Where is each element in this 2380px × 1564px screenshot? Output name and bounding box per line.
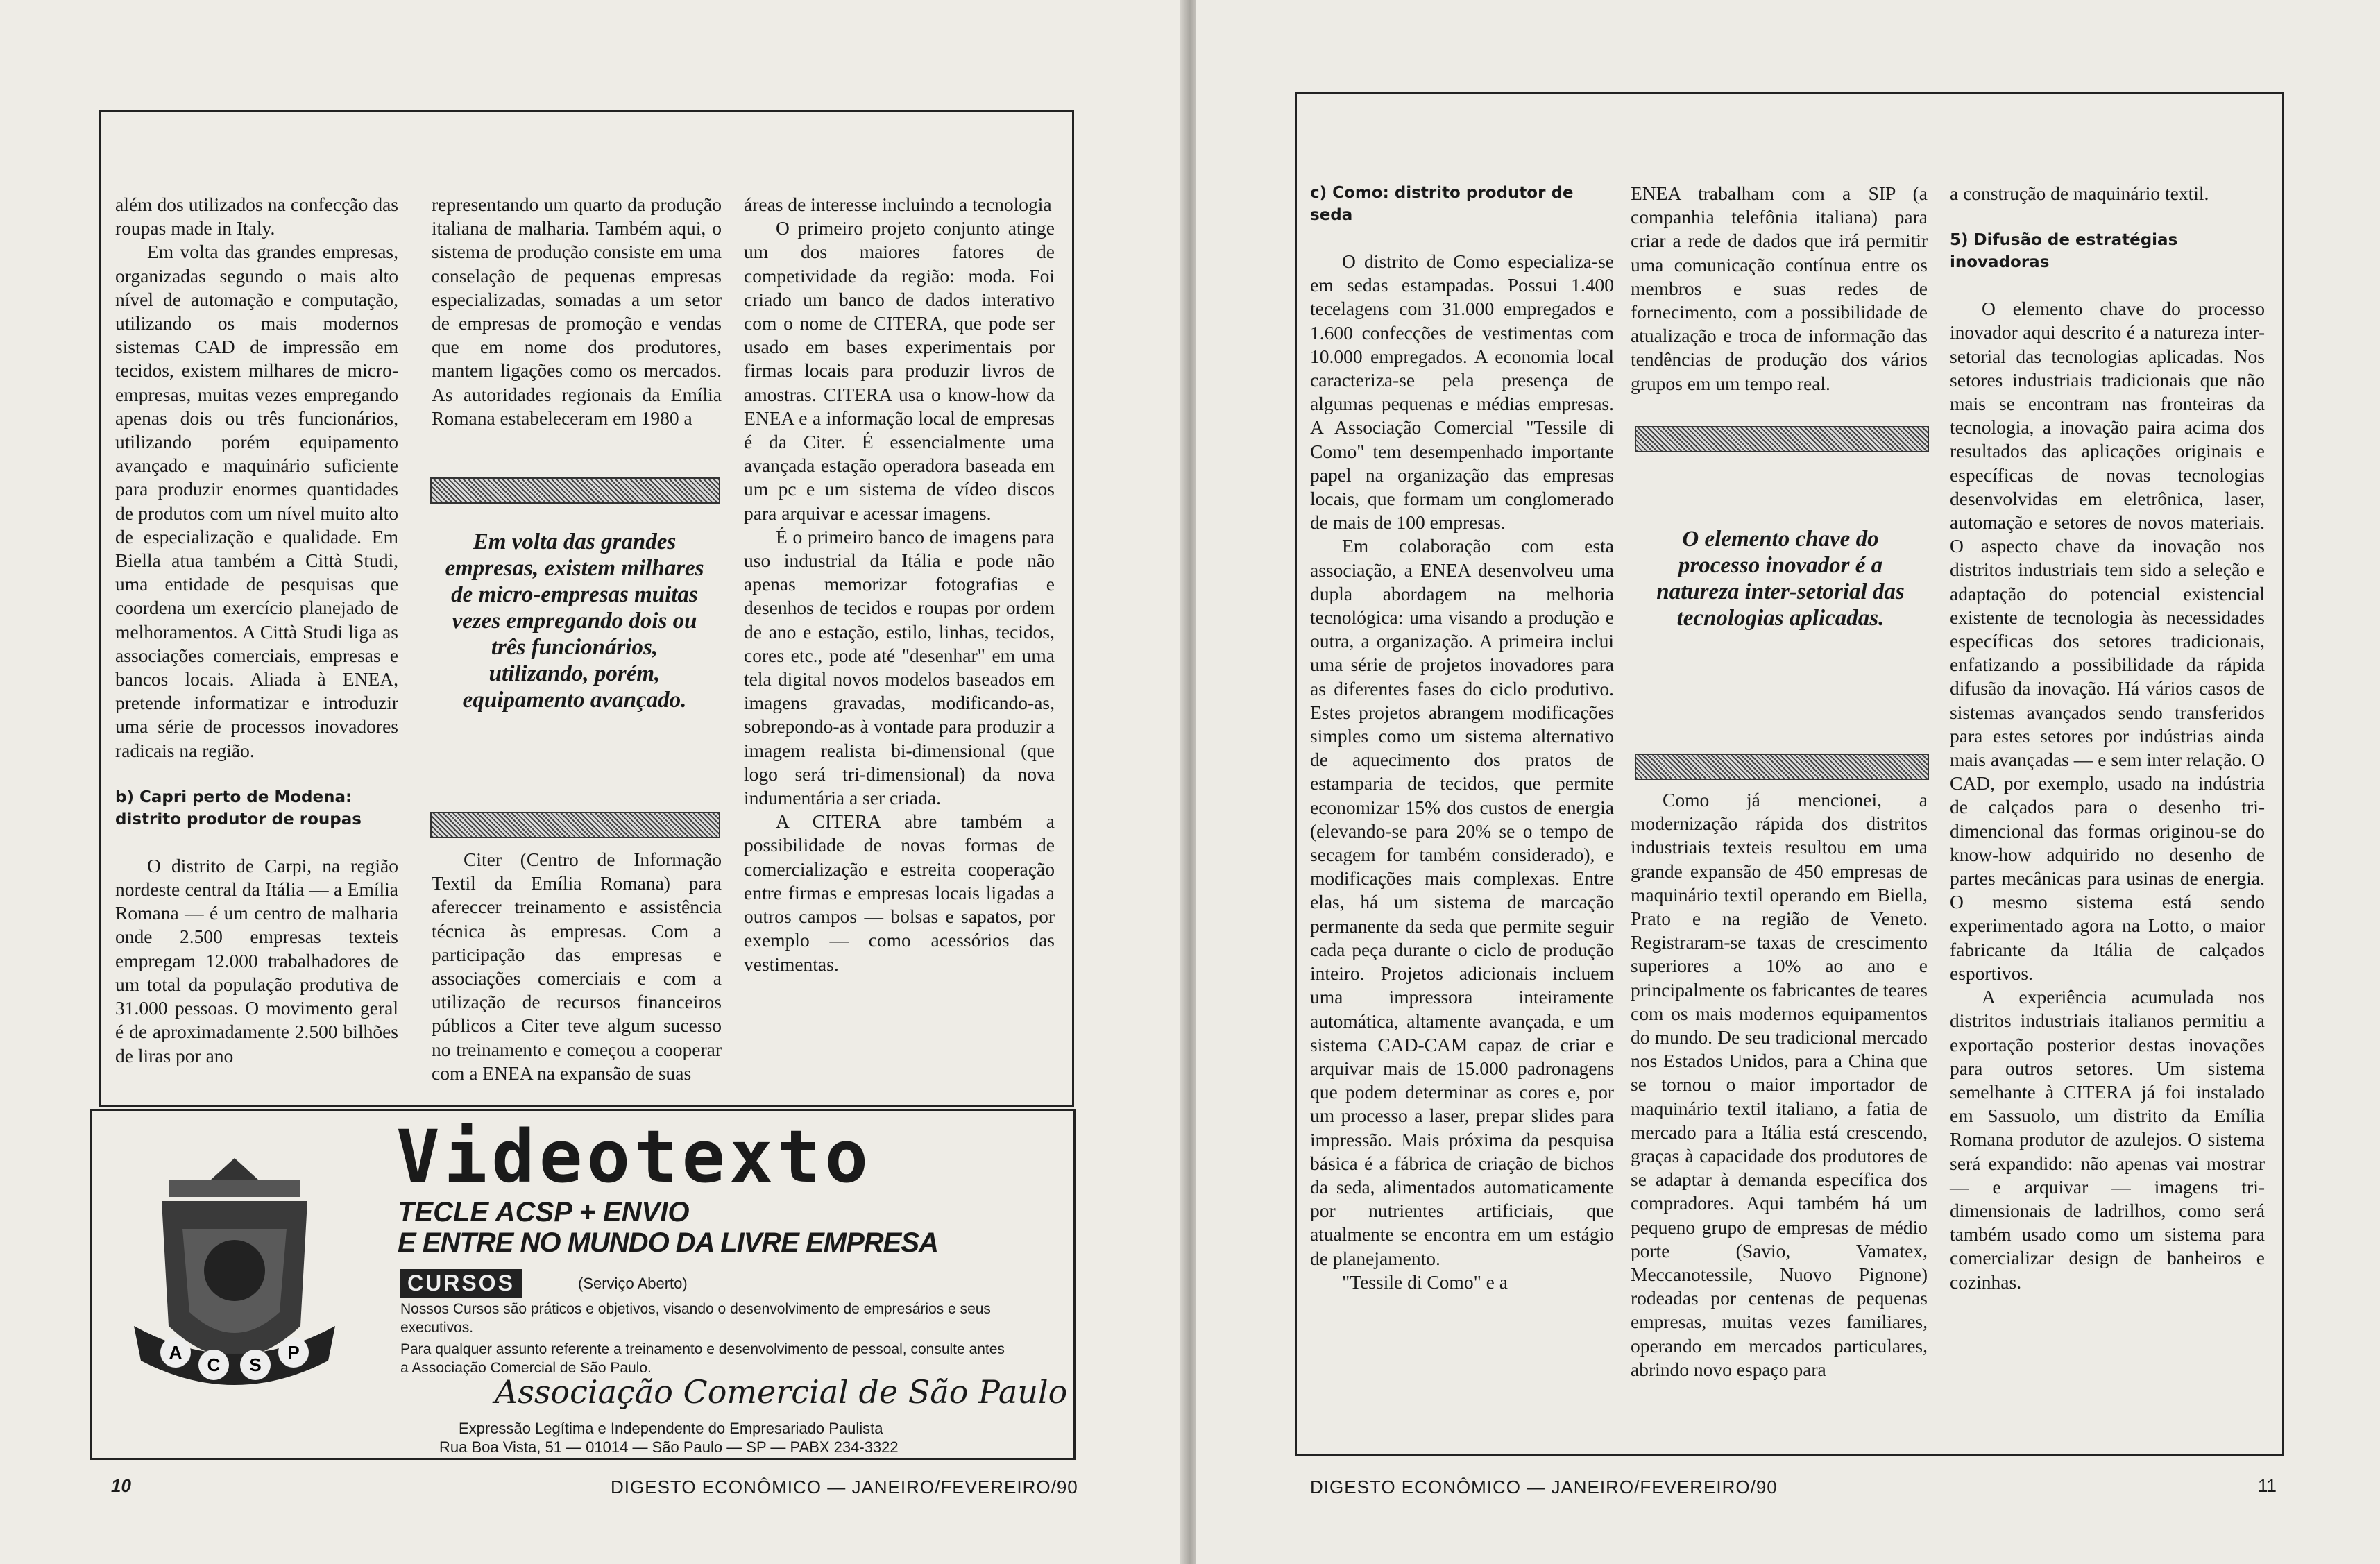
paragraph: Como já mencionei, a modernização rápida dos distritos industriais texteis resultou em uma grande expansão de 450 empresas de maquinário textil operando em Biella, Prato e na região de Veneto. Registraram-se taxas de crescimento superiores a 10% ao ano e principalmente os fabricantes de teares com os mais modernos equipamentos do mundo. De seu tradicional mercado nos Estados Unidos, para a China que se tornou o maior importador de maquinário textil italiano, a fatia de mercado para a Itália está crescendo, graças à capacidade dos produtores de se adaptar à demanda específica dos compradores. Aqui também há um pequeno grupo de empresas de médio porte (Savio, Vamatex, Meccanotessile, Nuovo Pignone) rodeadas por centenas de pequenas empresas, muitas vezes familiares, operando em mercados particulares, abrindo novo espaço para	[1631, 789, 1928, 1380]
hatch-divider	[430, 812, 720, 838]
right-page	[1196, 0, 2380, 1564]
footer-left: DIGESTO ECONÔMICO — JANEIRO/FEVEREIRO/90	[611, 1477, 1078, 1497]
servico-label: (Serviço Aberto)	[578, 1275, 688, 1292]
left-page	[0, 0, 1184, 1564]
page-number-right: 11	[2258, 1475, 2277, 1496]
paragraph: "Tessile di Como" e a	[1342, 1270, 1508, 1293]
paragraph: O distrito de Carpi, na região nordeste central da Itália — a Emília Romana — é um centro de malharia onde 2.500 empresas texteis empregam 12.000 trabalhadores de um total da população produtiva de 31.000 pessoas. O movimento geral é de aproximadamente 2.500 bilhões de liras por ano	[115, 854, 398, 1066]
hatch-divider	[1635, 754, 1929, 780]
acsp-seal-icon	[120, 1153, 349, 1409]
page-number-left: 10	[111, 1475, 131, 1496]
ad-line-2: E ENTRE NO MUNDO DA LIVRE EMPRESA	[398, 1227, 938, 1258]
paragraph: O distrito de Como especializa-se em sedas estampadas. Possui 1.400 tecelagens com 31.000 empregados e 1.600 confecções de vestimentas com 10.000 empregados. A economia local caracteriza-se pela presença de algumas pequenas e médias empresas. A Associação Comercial "Tessile di Como" tem desempenhado importante papel na organização das empresas locais, que formam um conglomerado de mais de 100 empresas.	[1310, 250, 1614, 534]
paragraph: ENEA trabalham com a SIP (a companhia telefônia italiana) para criar a rede de dados que irá permitir uma comunicação contínua entre os membros e suas redes de fornecimento, com a possibilidade de atualização e troca de informação das tendências de produção dos vários grupos em um tempo real.	[1631, 182, 1928, 394]
left-column-2-lower	[432, 848, 722, 1085]
pull-quote: Em volta das grandes empresas, existem milhares de micro-empresas muitas vezes empregando dois ou três funcionários, utilizando, porém, equipamento avançado.	[445, 529, 704, 713]
paragraph: Em volta das grandes empresas, organizadas segundo o mais alto nível de automação e computação, utilizando os mais modernos sistemas CAD de impressão em tecidos, existem milhares de micro-empresas, muitas vezes empregando apenas dois ou três funcionários, utilizando porém equipamento avançado e maquinário suficiente para produzir enormes quantidades de produtos com um nível muito alto de especialização e qualidade. Em Biella atua também a Città Studi, uma entidade de pesquisas que coordena um exercício planejado de melhoramentos. A Città Studi liga as associações comerciais, empresas e bancos locais. Aliada à ENEA, pretende informatizar e introduzir uma série de processos inovadores radicais na região.	[115, 241, 398, 761]
ad-body-2: Para qualquer assunto referente a treinamento e desenvolvimento de pessoal, consulte antes a Associação Comercial de São Paulo.	[400, 1341, 1005, 1376]
paragraph: além dos utilizados na confecção das roupas made in Italy.	[115, 194, 398, 239]
paragraph: a construção de maquinário textil.	[1950, 182, 2209, 204]
ad-script-signature: Associação Comercial de São Paulo	[495, 1373, 1068, 1411]
section-heading-c: c) Como: distrito produtor de seda	[1310, 184, 1574, 224]
seal-letter: P	[287, 1342, 300, 1363]
paragraph: representando um quarto da produção italiana de malharia. Também aqui, o sistema de produção consiste em uma conselação de pequenas empresas especializadas, somadas a um setor de empresas de promoção e vendas que em nome dos produtores, mantem ligações como os mercados. As autoridades regionais da Emília Romana estabeleceram em 1980 a	[432, 194, 722, 429]
hatch-divider	[430, 477, 720, 504]
left-column-1	[115, 193, 398, 1068]
paragraph: O elemento chave do processo inovador aqui descrito é a natureza inter-setorial das tecnologias aplicadas. Nos setores industriais tradicionais que não mais se encontram nas fronteiras da tecnologia, a inovação paira acima dos resultados das aplicações originais e específicas de novas tecnologias desenvolvidas em eletrônica, laser, automação e setores de novos materiais. O aspecto chave da inovação nos distritos industriais tem sido a seleção e adaptação do potencial existencial existente de tecnologia às necessidades específicas dos setores tradicionais, enfatizando a possibilidade da rápida difusão da inovação. Há vários casos de sistemas avançados sendo transferidos para estes setores por indústrias ainda mais avançadas — e sem inter relação. O CAD, por exemplo, usado na indústria de calçados para o desenho tri-dimencional das formas originou-se do know-how adquirido no desenho de partes mecânicas para usinas de energia. O mesmo sistema está sendo experimentado agora na Lotto, o maior fabricante da Itália de calçados esportivos.	[1950, 298, 2265, 984]
paragraph: áreas de interesse incluindo a tecnologia	[744, 194, 1052, 215]
videotexto-advertisement	[90, 1109, 1076, 1460]
seal-letter: A	[169, 1342, 182, 1363]
paragraph: O primeiro projeto conjunto atinge um dos maiores fatores de competividade da região: moda. Foi criado um banco de dados interativo com o nome de CITERA, que pode ser usado em bases experimentais por firmas locais para produzir livros de amostras. CITERA usa o know-how da ENEA e a informação local de empresas é da Citer. É essencialmente uma avançada estação operadora baseada em um pc e um sistema de vídeo discos para arquivar e acessar imagens.	[744, 217, 1055, 524]
paragraph: É o primeiro banco de imagens para uso industrial da Itália e pode não apenas memorizar fotografias e desenhos de tecidos e roupas por ordem de ano e estação, estilo, linhas, tecidos, cores etc., pode até "desenhar" em uma tela digital novos modelos baseados em imagens gravadas, modificando-as, sobrepondo-as à vontade para produzir a imagem realista bi-dimensional (que logo será tri-dimensional) da nova indumentária a ser criada.	[744, 525, 1055, 809]
pull-quote: O elemento chave do processo inovador é a natureza inter-setorial das tecnologias aplicadas.	[1656, 527, 1905, 631]
ad-brand: Videotexto	[396, 1114, 873, 1199]
paragraph: A experiência acumulada nos distritos industriais italianos permitiu a exportação posterior destas inovações para outros setores. Um sistema semelhante à CITERA já foi instalado em Sassuolo, um distrito da Emília Romana produtor de azulejos. O sistema será expandido: não apenas vai mostrar — e arquivar — imagens tri-dimensionais de ladrilhos, como será também usado como um sistema para comercializar design de banheiros e cozinhas.	[1950, 986, 2265, 1293]
left-column-3	[744, 193, 1055, 976]
footer-right: DIGESTO ECONÔMICO — JANEIRO/FEVEREIRO/90	[1310, 1477, 1778, 1497]
right-column-1	[1310, 182, 1614, 1294]
right-column-2-lower	[1631, 788, 1928, 1382]
ad-line-1: TECLE ACSP + ENVIO	[398, 1197, 690, 1227]
hatch-divider	[1635, 426, 1929, 452]
section-heading-5: 5) Difusão de estratégias inovadoras	[1950, 231, 2178, 272]
right-column-3	[1950, 182, 2265, 1294]
cursos-badge: CURSOS	[400, 1269, 522, 1298]
left-column-2	[432, 193, 722, 430]
section-heading-b: b) Capri perto de Modena: distrito produtor de roupas	[115, 788, 362, 828]
paragraph: A CITERA abre também a possibilidade de novas formas de comercialização e estreita cooperação entre firmas e empresas locais ligadas a outros campos — bolsas e sapatos, por exemplo — como acessórios das vestimentas.	[744, 810, 1055, 975]
ad-address: Rua Boa Vista, 51 — 01014 — São Paulo — SP — PABX 234-3322	[439, 1438, 899, 1456]
ad-body-1: Nossos Cursos são práticos e objetivos, visando o desenvolvimento de empresários e seus executivos.	[400, 1301, 991, 1336]
right-column-2	[1631, 182, 1928, 396]
seal-letter: C	[207, 1354, 221, 1375]
paragraph: Citer (Centro de Informação Textil da Emília Romana) para afereccer treinamento e assistência técnica às empresas. Com a participação das empresas e associações comerciais e com a utilização de recursos financeiros públicos a Citer teve algum sucesso no treinamento e começou a cooperar com a ENEA na expansão de suas	[432, 849, 722, 1084]
seal-letter: S	[249, 1354, 262, 1375]
ad-tagline: Expressão Legítima e Independente do Empresariado Paulista	[459, 1420, 883, 1437]
paragraph: Em colaboração com esta associação, a ENEA desenvolveu uma dupla abordagem na melhoria tecnológica: uma visando a produção e outra, a organização. A primeira inclui uma série de projetos inovadores para as diferentes fases do ciclo produtivo. Estes projetos abrangem modificações simples como um sistema alternativo de aquecimento dos pratos de estamparia de tecidos, que permite economizar 15% dos custos de energia (elevando-se para 20% se o tempo de secagem for também considerado), e modificações mais complexas. Entre elas, há um sistema de marcação permanente da seda que permite seguir cada peça durante o ciclo de produção inteiro. Projetos adicionais incluem uma impressora inteiramente automática, altamente avançada, e um sistema CAD-CAM capaz de criar e arquivar mais de 15.000 padronagens que podem determinar as cores e, por um processo a laser, prepar slides para impressão. Mais próxima da pesquisa básica é a fábrica de criação de bichos da seda, alimentados automaticamente por nutrientes artificiais, que atualmente se encontra em um estágio de planejamento.	[1310, 535, 1614, 1269]
